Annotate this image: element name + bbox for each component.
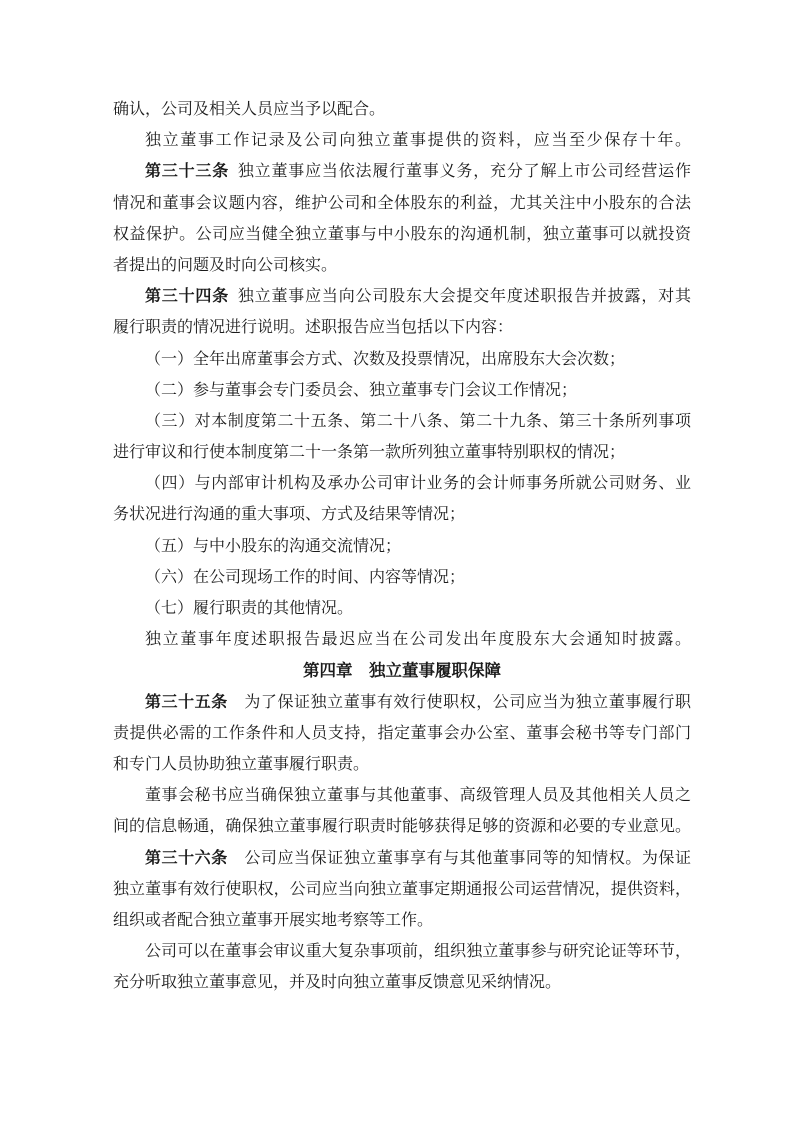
text-run: 独立董事应当向公司股东大会提交年度述职报告并披露，对其 [229, 288, 691, 306]
document-line [113, 499, 691, 530]
document-line [113, 94, 691, 125]
document-line [113, 312, 691, 343]
document-line [113, 219, 691, 250]
document-line [113, 718, 691, 749]
article-number: 第三十五条 [145, 693, 228, 711]
text-run: 独立董事应当依法履行董事义务，充分了解上市公司经营运作 [229, 163, 691, 181]
article-number: 第三十六条 [145, 849, 228, 867]
text-run: 务状况进行沟通的重大事项、方式及结果等情况； [113, 506, 466, 524]
document-line [113, 624, 691, 655]
document-line [113, 125, 691, 156]
text-run: 履行职责的情况进行说明。述职报告应当包括以下内容： [113, 319, 514, 337]
text-run: 权益保护。公司应当健全独立董事与中小股东的沟通机制，独立董事可以就投资 [113, 225, 691, 243]
document-line [113, 156, 691, 187]
text-run: 独立董事有效行使职权，公司应当向独立董事定期通报公司运营情况，提供资料， [113, 880, 691, 898]
text-run: （七）履行职责的其他情况。 [145, 600, 354, 617]
text-run: 公司应当保证独立董事享有与其他董事同等的知情权。为保证 [227, 849, 691, 867]
text-run: 独立董事工作记录及公司向独立董事提供的资料，应当至少保存十年。 [145, 132, 691, 150]
document-line [113, 936, 691, 967]
document-line [113, 531, 691, 562]
text-run: 间的信息畅通，确保独立董事履行职责时能够获得足够的资源和必要的专业意见。 [113, 818, 691, 836]
text-run: 组织或者配合独立董事开展实地考察等工作。 [113, 911, 434, 929]
text-run: 情况和董事会议题内容，维护公司和全体股东的利益，尤其关注中小股东的合法 [113, 194, 691, 212]
text-run: （一）全年出席董事会方式、次数及投票情况，出席股东大会次数； [145, 350, 626, 368]
article-number: 第三十四条 [145, 288, 230, 306]
document-line [113, 687, 691, 718]
document-line [113, 250, 691, 281]
document-line [113, 344, 691, 375]
document-line [113, 905, 691, 936]
text-run: 充分听取独立董事意见，并及时向独立董事反馈意见采纳情况。 [113, 974, 562, 992]
document-line [113, 843, 691, 874]
document-line [113, 406, 691, 437]
text-run: （四）与内部审计机构及承办公司审计业务的会计师事务所就公司财务、业 [145, 475, 691, 493]
text-run: 为了保证独立董事有效行使职权，公司应当为独立董事履行职 [227, 693, 691, 711]
text-run: 董事会秘书应当确保独立董事与其他董事、高级管理人员及其他相关人员之 [145, 787, 691, 805]
text-run: （二）参与董事会专门委员会、独立董事专门会议工作情况； [145, 381, 578, 399]
text-run: 独立董事年度述职报告最迟应当在公司发出年度股东大会通知时披露。 [145, 631, 691, 649]
text-run: 责提供必需的工作条件和人员支持，指定董事会办公室、董事会秘书等专门部门 [113, 724, 691, 742]
document-line [113, 749, 691, 780]
text-run: 公司可以在董事会审议重大复杂事项前，组织独立董事参与研究论证等环节， [145, 943, 691, 961]
text-run: （五）与中小股东的沟通交流情况； [145, 537, 402, 555]
document-line [113, 188, 691, 219]
article-number: 第三十三条 [145, 163, 230, 181]
document-text-block [113, 94, 691, 998]
text-run: 者提出的问题及时向公司核实。 [113, 256, 338, 274]
document-line [113, 967, 691, 998]
document-line [113, 811, 691, 842]
document-line [113, 562, 691, 593]
text-run: （三）对本制度第二十五条、第二十八条、第二十九条、第三十条所列事项 [145, 412, 691, 430]
document-line [113, 874, 691, 905]
document-line [113, 375, 691, 406]
document-line [113, 468, 691, 499]
document-line [113, 780, 691, 811]
text-run: 和专门人员协助独立董事履行职责。 [113, 755, 370, 773]
text-run: 进行审议和行使本制度第二十一条第一款所列独立董事特别职权的情况； [113, 444, 626, 462]
chapter-heading [113, 655, 691, 686]
document-line [113, 437, 691, 468]
text-run: （六）在公司现场工作的时间、内容等情况； [145, 568, 466, 586]
chapter-heading-text: 第四章 独立董事履职保障 [303, 661, 501, 681]
document-line [113, 593, 691, 624]
text-run: 确认，公司及相关人员应当予以配合。 [113, 101, 386, 118]
document-line [113, 281, 691, 312]
